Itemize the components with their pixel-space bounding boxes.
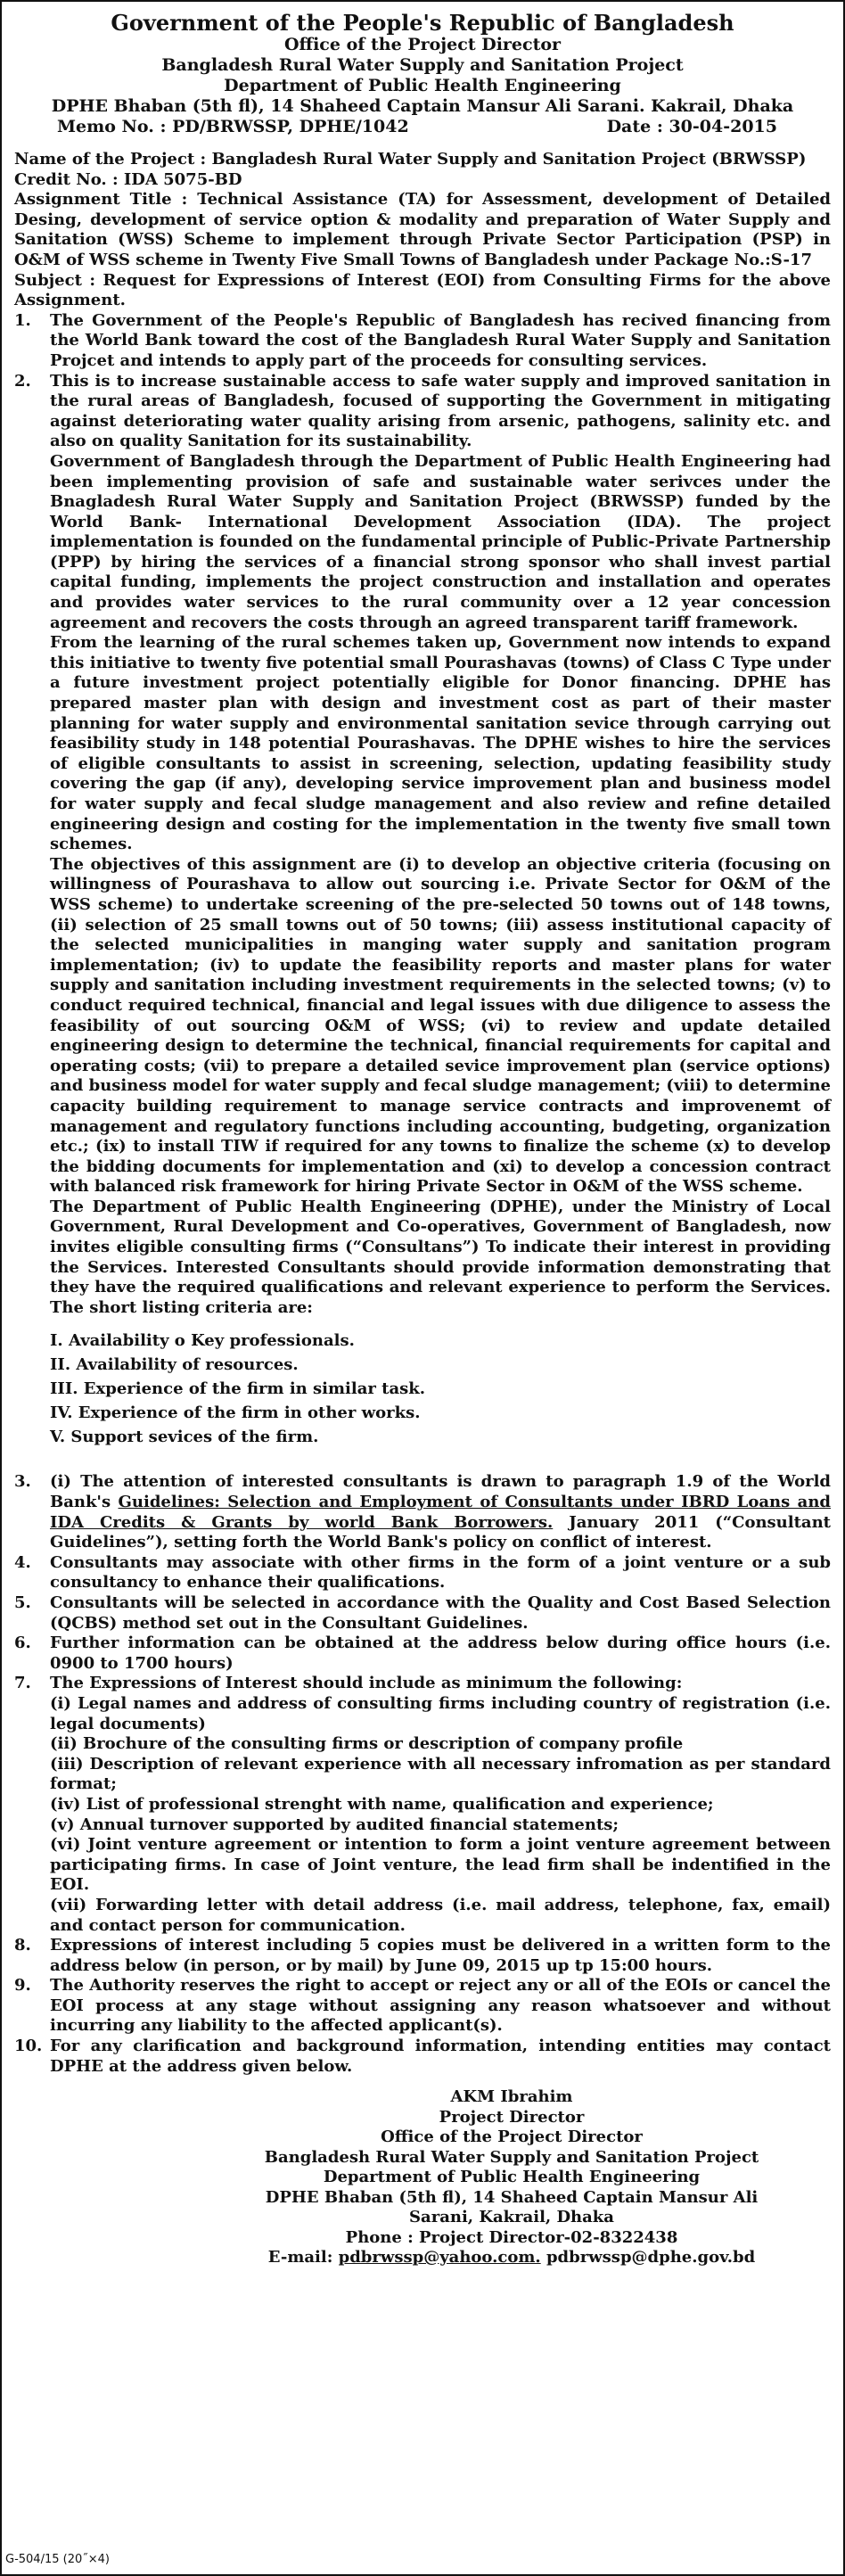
government-title: Government of the People's Republic of Bangladesh [111, 10, 734, 36]
guidelines-reference: Guidelines: Selection and Employment of Consultants under IBRD Loans and IDA Credits & Grants by world Bank Borrowers. [50, 1493, 831, 1532]
signatory-office: Office of the Project Director [381, 2127, 643, 2147]
memo-row [14, 117, 831, 137]
clause-number: 9. [14, 1976, 31, 1996]
clause-number: 6. [14, 1634, 31, 1653]
eoi-requirement: (vii) Forwarding letter with detail address (i.e. mail address, telephone, fax, email) and contact person for communication. [50, 1895, 831, 1935]
signatory-project: Bangladesh Rural Water Supply and Sanitation Project [264, 2147, 759, 2167]
clause-8 [14, 1936, 831, 1976]
clause-paragraph: This is to increase sustainable access to safe water supply and improved sanitation in the rural areas of Bangladesh, focused of supporting the Government in mitigating against deteriorating water quality arising from arsenic, pathogens, salinity etc. and also on quality Sanitation for its sustainability. [50, 371, 831, 451]
clause-number: 7. [14, 1674, 31, 1693]
clause-5 [14, 1593, 831, 1634]
clause-text: The Government of the People's Republic of Bangladesh has recived financing from the World Bank toward the cost of the Bangladesh Rural Water Supply and Sanitation Projcet and intends to apply part of the proceeds for consulting services. [50, 310, 831, 370]
clause-text: The Authority reserves the right to accept or reject any or all of the EOIs or cancel the EOI process at any stage without assigning any reason whatsoever and without incurring any liability to the affected applicant(s). [50, 1976, 831, 2036]
credit-number: Credit No. : IDA 5075-BD [14, 169, 242, 189]
clause-4 [14, 1553, 831, 1593]
signatory-address-line: Sarani, Kakrail, Dhaka [409, 2208, 614, 2227]
clause-9 [14, 1976, 831, 2037]
eoi-requirement: (iii) Description of relevant experience with all necessary infromation as per standard format; [50, 1754, 831, 1794]
clause-1 [14, 311, 831, 372]
clause-text-part: January 2011 (“Consultant Guidelines”), setting forth the World Bank's policy on conflict of interest. [50, 1512, 831, 1552]
clause-7 [14, 1674, 831, 1936]
letterhead [14, 11, 831, 117]
clause-text: For any clarification and background information, intending entities may contact DPHE at the address given below. [50, 2037, 831, 2076]
signatory-department: Department of Public Health Engineering [323, 2168, 701, 2187]
eoi-requirement: (ii) Brochure of the consulting firms or description of company profile [50, 1734, 684, 1754]
subject-line: Subject : Request for Expressions of Interest (EOI) from Consulting Firms for the above Assignment. [14, 270, 831, 310]
clause-number: 4. [14, 1552, 31, 1572]
office-title: Office of the Project Director [283, 35, 562, 54]
criteria-item: I. Availability o Key professionals. [50, 1331, 355, 1351]
clause-paragraph: From the learning of the rural schemes taken up, Government now intends to expand this initiative to twenty five potential small Pourashavas (towns) of Class C Type under a future investment project potentially eligible for Donor financing. DPHE has prepared master plan with design and investment cost as part of their master planning for water supply and environmental sanitation sevice through carrying out feasibility study in 148 potential Pourashavas. The DPHE wishes to hire the services of eligible consultants to assist in screening, selection, updating feasibility study covering the gap (if any), developing service improvement plan and business model for water supply and fecal sludge management and also review and refine detailed engineering design and costing for the implementation in the twenty five small town schemes. [50, 633, 831, 854]
signatory-address-line: DPHE Bhaban (5th fl), 14 Shaheed Captain Mansur Ali [265, 2187, 759, 2207]
clause-number: 1. [14, 310, 31, 330]
criteria-item: II. Availability of resources. [50, 1355, 299, 1375]
email-dphe: pdbrwssp@dphe.gov.bd [540, 2248, 756, 2267]
clause-6 [14, 1634, 831, 1674]
shortlisting-criteria [50, 1329, 831, 1449]
eoi-requirement: (i) Legal names and address of consulting firms including country of registration (i.e. legal documents) [50, 1693, 831, 1733]
clause-text: Consultants will be selected in accordance with the Quality and Cost Based Selection (QCBS) method set out in the Consultant Guidelines. [50, 1593, 831, 1633]
clause-paragraph: The Department of Public Health Engineering (DPHE), under the Ministry of Local Government, Rural Development and Co-operatives, Government of Bangladesh, now invites eligible consulting firms (“Consultans”) To indicate their interest in providing the Services. Interested Consultants should provide information demonstrating that they have the required qualifications and relevant experience to perform the Services. The short listing criteria are: [50, 1197, 831, 1317]
clause-3 [14, 1472, 831, 1552]
clause-number: 8. [14, 1936, 31, 1955]
eoi-requirement: (v) Annual turnover supported by audited financial statements; [50, 1815, 619, 1834]
clause-number: 3. [14, 1472, 31, 1492]
clause-paragraph: Government of Bangladesh through the Department of Public Health Engineering had been implementing provision of safe and sustainable water serivces under the Bnagladesh Rural Water Supply and Sanitation Project (BRWSSP) funded by the World Bank- International Development Association (IDA). The project implementation is founded on the fundamental principle of Public-Private Partnership (PPP) by hiring the services of a financial strong sponsor who shall invest partial capital funding, implements the project construction and installation and operates and provides water services to the rural community over a 12 year concession agreement and recovers the costs through an agreed transparent tariff framework. [50, 451, 831, 632]
signature-block [193, 2087, 831, 2268]
eoi-requirement: (vi) Joint venture agreement or intention to form a joint venture agreement between participating firms. In case of Joint venture, the lead firm shall be indentified in the EOI. [50, 1835, 831, 1895]
clause-number: 2. [14, 371, 31, 391]
signatory-title: Project Director [439, 2107, 585, 2127]
criteria-item: V. Support sevices of the firm. [50, 1428, 319, 1447]
eoi-requirement: (iv) List of professional strenght with name, qualification and experience; [50, 1794, 714, 1814]
memo-number: Memo No. : PD/BRWSSP, DPHE/1042 [57, 117, 409, 136]
clause-text [50, 1472, 831, 1552]
email-link-yahoo[interactable]: pdbrwssp@yahoo.com. [338, 2248, 541, 2267]
project-title: Bangladesh Rural Water Supply and Sanitation Project [161, 55, 684, 75]
clause-text: Consultants may associate with other firms in the form of a joint venture or a sub consultancy to enhance their qualifications. [50, 1552, 831, 1593]
signatory-email [193, 2248, 831, 2268]
clause-paragraph: The objectives of this assignment are (i) to develop an objective criteria (focusing on willingness of Pourashava to allow out sourcing i.e. Private Sector for O&M of the WSS scheme) to undertake screening of the pre-selected 50 towns out of 148 towns, (ii) selection of 25 small towns out of 50 towns; (iii) assess institutional capacity of the selected municipalities in manging water supply and sanitation program implementation; (iv) to update the feasibility reports and master plans for water supply and sanitation including investment requirements in the selected towns; (v) to conduct required technical, financial and legal issues with due diligence to assess the feasibility of out sourcing O&M of WSS; (vi) to review and update detailed engineering design to determine the technical, financial requirements for capital and operating costs; (vii) to prepare a detailed sevice improvement plan (service options) and business model for water supply and fecal sludge management; (viii) to determine capacity building requirement to manage service contracts and improvenemt of management and regulatory functions including accounting, budgeting, organization etc.; (ix) to install TIW if required for any towns to finalize the scheme (x) to develop the bidding documents for implementation and (xi) to develop a concession contract with balanced risk framework for hiring Private Sector in O&M of the WSS scheme. [50, 854, 831, 1197]
assignment-title: Assignment Title : Technical Assistance (TA) for Assessment, development of Detailed Desing, development of service option & modality and preparation of Water Supply and Sanitation (WSS) Scheme to implement through Private Sector Participation (PSP) in O&M of WSS scheme in Twenty Five Small Towns of Bangladesh under Package No.:S-17 [14, 190, 831, 269]
clause-2 [14, 372, 831, 1461]
criteria-item: III. Experience of the firm in similar task. [50, 1379, 425, 1399]
print-code: G-504/15 (20˝×4) [5, 2553, 110, 2566]
clause-10 [14, 2037, 831, 2077]
clause-text: Further information can be obtained at the address below during office hours (i.e. 0900 to 1700 hours) [50, 1634, 831, 1673]
signatory-phone: Phone : Project Director-02-8322438 [345, 2227, 678, 2247]
email-label: E-mail: [267, 2248, 339, 2267]
clause-number: 10. [14, 2037, 43, 2056]
clause-text: Expressions of interest including 5 copies must be delivered in a written form to the address below (in person, or by mail) by June 09, 2015 up tp 15:00 hours. [50, 1936, 831, 1975]
clause-text-part: (i) The attention of interested consultants is drawn to paragraph 1.9 of the World Bank's [50, 1472, 831, 1512]
office-address: DPHE Bhaban (5th fl), 14 Shaheed Captain Mansur Ali Sarani. Kakrail, Dhaka [51, 96, 794, 116]
project-name: Name of the Project : Bangladesh Rural Water Supply and Sanitation Project (BRWSSP) [14, 150, 807, 169]
criteria-item: IV. Experience of the firm in other works. [50, 1403, 421, 1423]
clause-number: 5. [14, 1593, 31, 1612]
clause-text: The Expressions of Interest should include as minimum the following: [50, 1674, 683, 1693]
department-title: Department of Public Health Engineering [224, 76, 621, 95]
signatory-name: AKM Ibrahim [450, 2087, 573, 2107]
project-meta [14, 150, 831, 311]
memo-date: Date : 30-04-2015 [606, 117, 777, 136]
